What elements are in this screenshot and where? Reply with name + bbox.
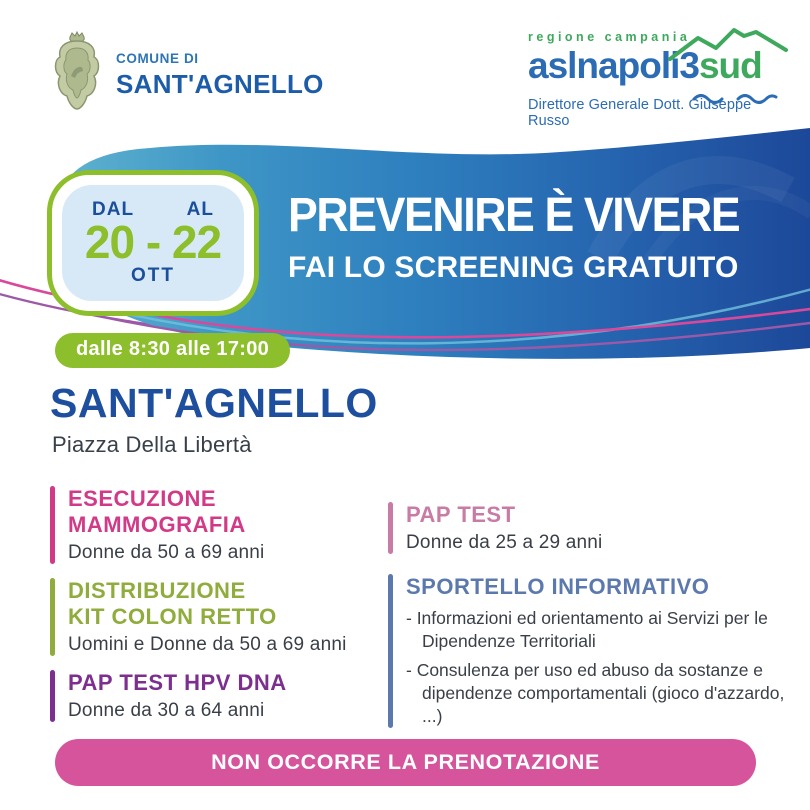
services-column-right xyxy=(388,486,792,742)
asl-brand-green: sud xyxy=(698,45,762,86)
service-accent-bar xyxy=(388,502,393,554)
service-title: SPORTELLO INFORMATIVO xyxy=(406,573,710,599)
service-accent-bar xyxy=(388,574,393,728)
comune-crest-icon xyxy=(50,30,104,114)
comune-logo-block xyxy=(50,30,324,114)
waves-icon xyxy=(692,94,784,108)
date-days: 20 - 22 xyxy=(84,215,222,268)
vesuvius-mountain-icon xyxy=(668,26,790,62)
date-badge xyxy=(47,170,259,316)
service-title: DISTRIBUZIONE KIT COLON RETTO xyxy=(68,577,277,629)
hero-title: PREVENIRE È VIVERE xyxy=(288,189,740,242)
services-grid xyxy=(50,486,792,742)
service-audience: Donne da 30 a 64 anni xyxy=(68,699,265,721)
hero-subtitle: FAI LO SCREENING GRATUITO xyxy=(288,250,739,284)
service-audience: Donne da 50 a 69 anni xyxy=(68,541,265,563)
service-title: PAP TEST HPV DNA xyxy=(68,669,287,695)
service-audience: Uomini e Donne da 50 a 69 anni xyxy=(68,633,347,655)
service-item-pap-test-hpv xyxy=(50,670,388,722)
service-item-mammografia xyxy=(50,486,388,564)
asl-logo-block xyxy=(528,30,790,129)
city-title: SANT'AGNELLO xyxy=(50,380,378,426)
booking-pill: NON OCCORRE LA PRENOTAZIONE xyxy=(55,739,756,786)
service-item-pap-test xyxy=(388,502,792,554)
asl-region-label: regione campania xyxy=(528,30,691,44)
service-accent-bar xyxy=(50,670,55,722)
date-month: OTT xyxy=(131,265,175,287)
date-from-label: DAL xyxy=(92,198,135,220)
comune-name: SANT'AGNELLO xyxy=(116,68,324,99)
service-title: PAP TEST xyxy=(406,502,516,527)
hours-pill: dalle 8:30 alle 17:00 xyxy=(55,333,290,368)
asl-director-name: Direttore Generale Dott. Giuseppe Russo xyxy=(528,97,752,129)
hero-text-block xyxy=(288,190,798,285)
service-bullet: - Consulenza per uso ed abuso da sostanze e dipendenze comportamentali (gioco d'azzardo, ...) xyxy=(406,660,785,726)
service-bullet: - Informazioni ed orientamento ai Servizi per le Dipendenze Territoriali xyxy=(406,607,768,651)
service-audience: Donne da 25 a 29 anni xyxy=(406,531,603,553)
service-item-colon-retto xyxy=(50,578,388,656)
service-item-sportello-informativo xyxy=(388,574,792,728)
date-to-label: AL xyxy=(186,198,214,220)
city-address: Piazza Della Libertà xyxy=(52,432,252,457)
service-accent-bar xyxy=(50,486,55,564)
asl-brand-blue: aslnapoli3 xyxy=(528,45,699,86)
services-column-left xyxy=(50,486,388,742)
service-title: ESECUZIONE MAMMOGRAFIA xyxy=(68,486,246,537)
comune-small-label: COMUNE DI xyxy=(116,50,199,66)
date-badge-inner xyxy=(62,185,244,301)
service-accent-bar xyxy=(50,578,55,656)
